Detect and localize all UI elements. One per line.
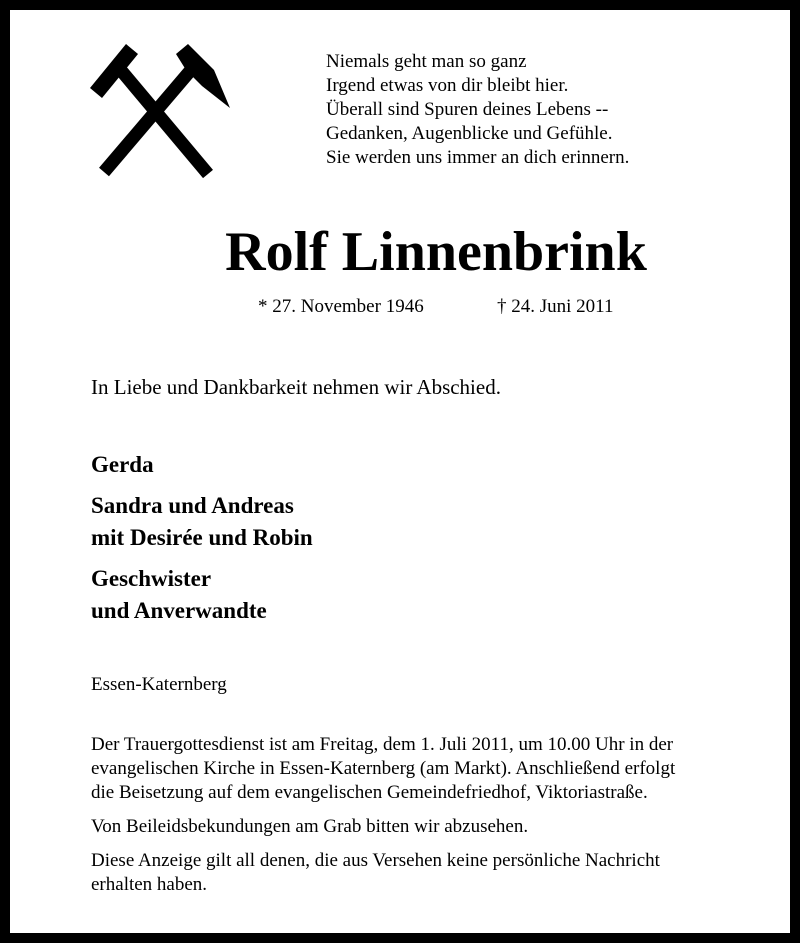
death-date: † 24. Juni 2011: [497, 296, 614, 317]
hammer-and-pick-icon: [86, 40, 232, 182]
poem-line: Niemals geht man so ganz: [326, 51, 527, 72]
family-line: und Anverwandte: [91, 598, 267, 623]
farewell-text: In Liebe und Dankbarkeit nehmen wir Abschied.: [91, 375, 501, 399]
place-name: Essen-Katernberg: [91, 674, 227, 695]
poem-line: Irgend etwas von dir bleibt hier.: [326, 75, 569, 96]
family-member: [91, 449, 154, 481]
condolences-notice: [91, 815, 781, 839]
family-line: Gerda: [91, 452, 154, 477]
poem: [326, 50, 629, 170]
family-line: mit Desirée und Robin: [91, 525, 313, 550]
poem-line: Gedanken, Augenblicke und Gefühle.: [326, 123, 613, 144]
funeral-service-notice: [91, 733, 781, 805]
family-member: [91, 490, 313, 554]
notice-line: erhalten haben.: [91, 874, 208, 895]
notice-line: Diese Anzeige gilt all denen, die aus Versehen keine persönliche Nachricht: [91, 850, 660, 871]
birth-date: * 27. November 1946: [258, 296, 424, 317]
family-member: [91, 563, 267, 627]
notice-line: die Beisetzung auf dem evangelischen Gemeindefriedhof, Viktoriastraße.: [91, 782, 648, 803]
notice-line: evangelischen Kirche in Essen-Katernberg (am Markt). Anschließend erfolgt: [91, 758, 676, 779]
deceased-name: Rolf Linnenbrink: [225, 221, 647, 283]
family-line: Geschwister: [91, 566, 212, 591]
notice-line: Der Trauergottesdienst ist am Freitag, dem 1. Juli 2011, um 10.00 Uhr in der: [91, 734, 674, 755]
family-line: Sandra und Andreas: [91, 493, 294, 518]
notice-line: Von Beileidsbekundungen am Grab bitten wir abzusehen.: [91, 816, 529, 837]
poem-line: Überall sind Spuren deines Lebens --: [326, 99, 609, 120]
personal-message-notice: [91, 849, 781, 897]
poem-line: Sie werden uns immer an dich erinnern.: [326, 147, 630, 168]
